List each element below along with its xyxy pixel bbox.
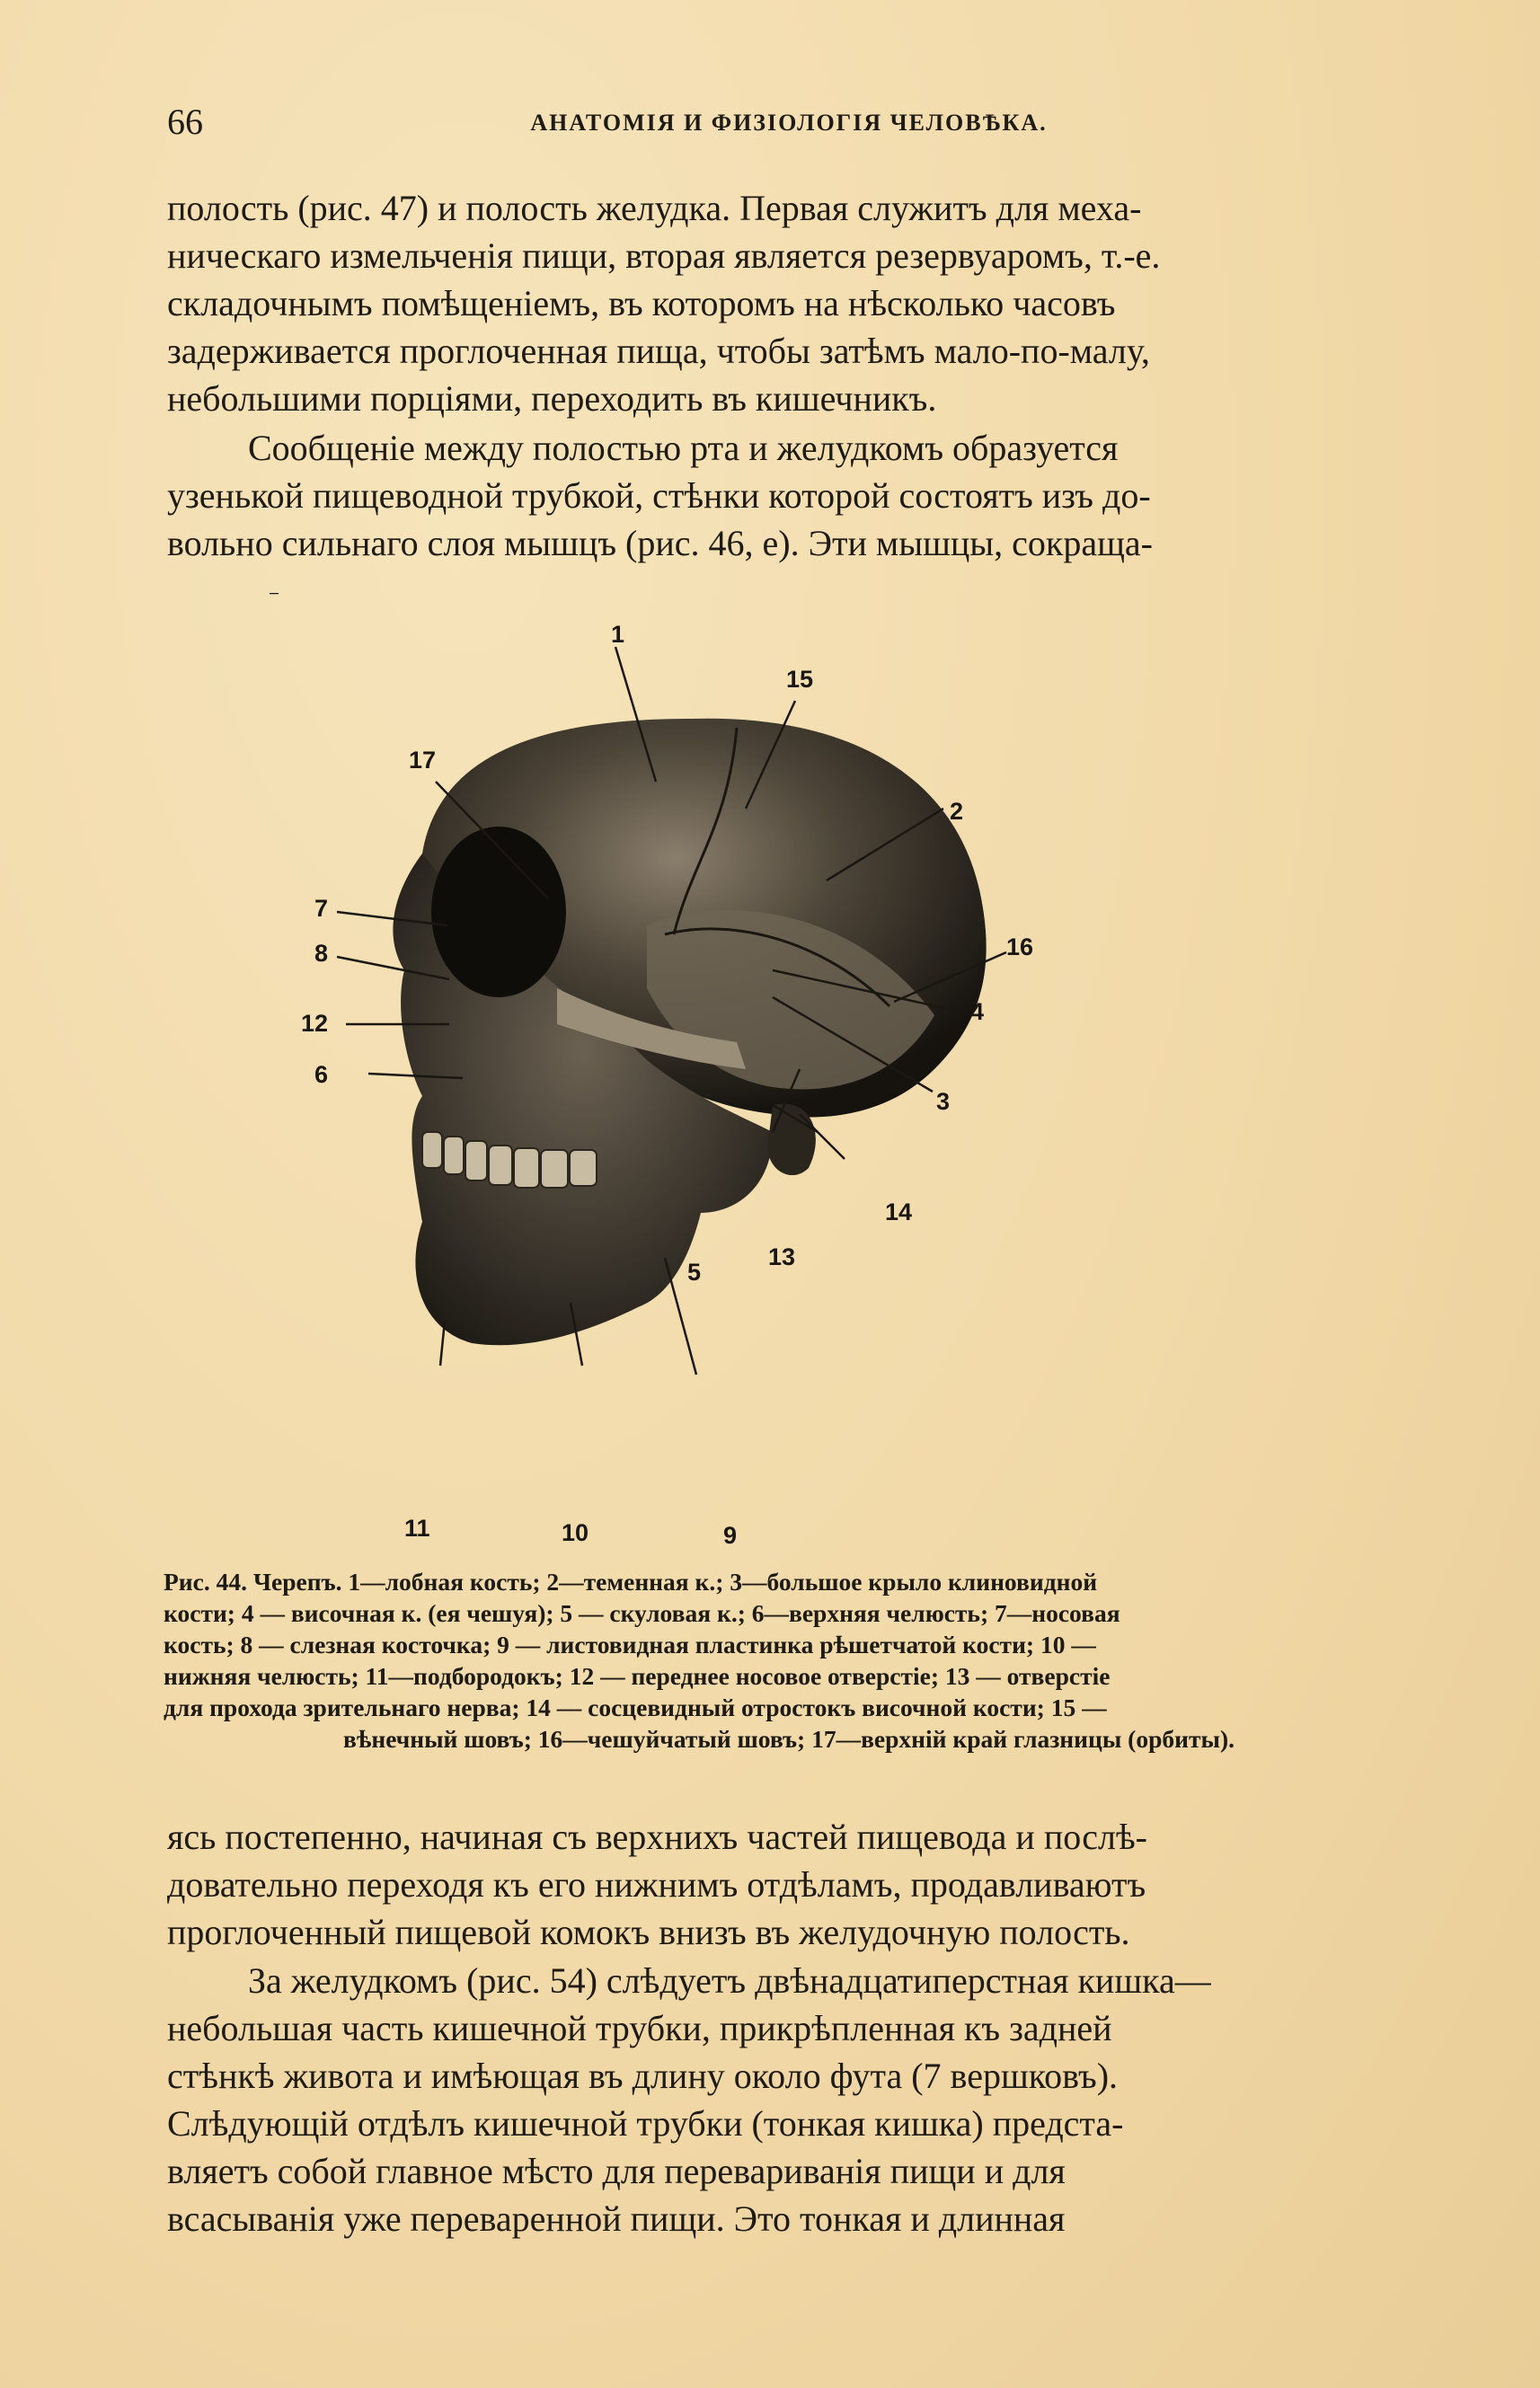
callout-6: 6 [314, 1061, 329, 1088]
text-line: полость (рис. 47) и полость желудка. Первая служитъ для меха- [167, 188, 1142, 228]
paragraph-1 [167, 184, 1411, 422]
callout-2: 2 [950, 798, 964, 825]
text-line: вляетъ собой главное мѣсто для перевариванія пищи и для [167, 2151, 1066, 2191]
text-line: задерживается проглоченная пища, чтобы затѣмъ мало-по-малу, [167, 331, 1150, 371]
text-line: складочнымъ помѣщеніемъ, въ которомъ на нѣсколько часовъ [167, 283, 1116, 323]
callout-17: 17 [409, 747, 437, 774]
caption-line: для прохода зрительнаго нерва; 14 — сосцевидный отростокъ височной кости; 15 — [164, 1694, 1107, 1721]
callout-7: 7 [314, 895, 329, 922]
callout-4: 4 [970, 998, 985, 1025]
eye-orbit [431, 827, 566, 997]
text-line: небольшими порціями, переходить въ кишечникъ. [167, 378, 937, 419]
caption-line: нижняя челюсть; 11—подбородокъ; 12 — переднее носовое отверстіе; 13 — отверстіе [164, 1662, 1111, 1690]
caption-line: кость; 8 — слезная косточка; 9 — листовидная пластинка рѣшетчатой кости; 10 — [164, 1631, 1096, 1658]
caption-line: кости; 4 — височная к. (ея чешуя); 5 — скуловая к.; 6—верхняя челюсть; 7—носовая [164, 1599, 1120, 1627]
callout-16: 16 [1006, 933, 1034, 960]
text-line: Сообщеніе между полостью рта и желудкомъ образуется [248, 428, 1119, 468]
caption-line: вѣнечный шовъ; 16—чешуйчатый шовъ; 17—верхній край глазницы (орбиты). [343, 1725, 1235, 1753]
figure-caption [164, 1566, 1414, 1755]
callout-14: 14 [885, 1198, 913, 1225]
text-line: проглоченный пищевой комокъ внизъ въ желудочную полость. [167, 1912, 1130, 1952]
callout-10: 10 [562, 1519, 589, 1546]
callout-15: 15 [786, 666, 814, 693]
text-line: Слѣдующій отдѣлъ кишечной трубки (тонкая кишка) предста- [167, 2103, 1124, 2144]
callout-1: 1 [611, 621, 625, 648]
callout-11: 11 [404, 1515, 430, 1542]
text-line: За желудкомъ (рис. 54) слѣдуетъ двѣнадцатиперстная кишка— [248, 1960, 1211, 2001]
callout-13: 13 [768, 1243, 796, 1270]
skull-figure [270, 593, 1321, 1554]
paragraph-3 [167, 1813, 1411, 1956]
callout-9: 9 [723, 1522, 738, 1549]
callout-5: 5 [687, 1259, 702, 1286]
text-line: вольно сильнаго слоя мышцъ (рис. 46, е). Эти мышцы, сокраща- [167, 523, 1153, 563]
paragraph-4 [167, 1957, 1411, 2242]
text-line: небольшая часть кишечной трубки, прикрѣпленная къ задней [167, 2008, 1112, 2048]
text-line: стѣнкѣ живота и имѣющая въ длину около фута (7 вершковъ). [167, 2056, 1119, 2096]
callout-3: 3 [936, 1088, 951, 1115]
callout-8: 8 [314, 940, 329, 967]
running-title: АНАТОМІЯ И ФИЗІОЛОГІЯ ЧЕЛОВѢКА. [530, 110, 1048, 136]
text-line: довательно переходя къ его нижнимъ отдѣламъ, продавливаютъ [167, 1864, 1146, 1905]
text-line: узенькой пищеводной трубкой, стѣнки которой состоятъ изъ до- [167, 475, 1151, 516]
text-line: всасыванія уже переваренной пищи. Это тонкая и длинная [167, 2198, 1066, 2239]
callout-12: 12 [301, 1010, 329, 1037]
skull-illustration [270, 593, 1321, 1554]
page-number: 66 [167, 102, 203, 142]
paragraph-2 [167, 424, 1411, 567]
text-line: ясь постепенно, начиная съ верхнихъ частей пищевода и послѣ- [167, 1817, 1147, 1857]
text-line: ническаго измельченія пищи, вторая является резервуаромъ, т.-е. [167, 235, 1161, 276]
caption-line: Рис. 44. Черепъ. 1—лобная кость; 2—теменная к.; 3—большое крыло клиновидной [164, 1568, 1098, 1596]
page-header [167, 101, 1411, 146]
